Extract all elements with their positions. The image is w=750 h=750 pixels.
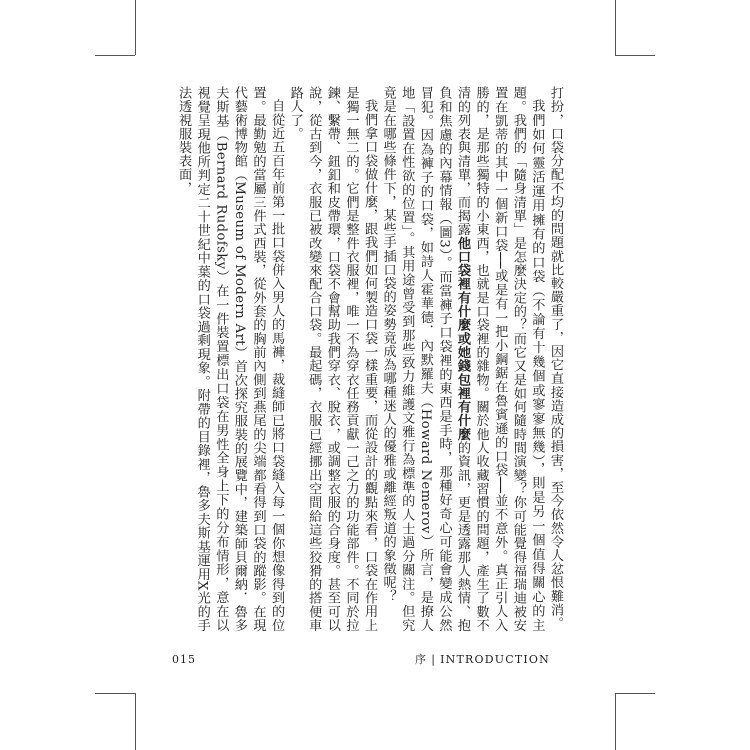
text-run: 我們如何靈活運用擁有的口袋（不論有十幾個或寥寥無幾），則是另一個值得關心的主題。我們的「隨身清單」是怎麼決定的？而它又是如何隨時間演變？你可能覺得福瑞迪被安置在凱蒂的其中一個新口袋──或是有一把小鋼鋸在魯賓遜的口袋──並不意外。真正引人入勝的，是那些獨特的小東西，也就是口袋裡的雜物。關於他人收藏習慣的問題，產生了數不清的列表與清單，而揭露 xyxy=(455,86,545,632)
bold-phrase: 他口袋裡有什麼或她錢包裡有什麼 xyxy=(455,236,471,441)
running-head xyxy=(415,651,550,667)
page-body-text xyxy=(170,86,564,632)
paragraph xyxy=(545,86,564,632)
crop-mark-bottom-left-v xyxy=(135,693,136,750)
crop-mark-top-right-h xyxy=(615,55,655,56)
crop-mark-bottom-left-h xyxy=(95,693,135,694)
chapter-title-en: INTRODUCTION xyxy=(440,653,550,666)
crop-mark-top-left-h xyxy=(95,55,135,56)
text-run: 打扮，口袋分配不均的問題就比較嚴重了，因它直接造成的損害，至今依然令人忿恨難消。 xyxy=(548,86,563,630)
crop-mark-top-left-v xyxy=(135,0,136,55)
text-run: 我們拿口袋做什麼，跟我們如何製造口袋一樣重要，而從設計的觀點來看，口袋在作用上是獨一無二的。它們是整件衣服裡，唯一不為穿衣任務貢獻一己之力的功能部件。不同於拉鍊、繫帶、鈕釦和皮帶環，口袋不會幫助我們穿衣、脫衣，或調整衣服的合身度。甚至可以說，從古到今，衣服已被改變來配合口袋。最起碼，衣服已經挪出空間給這些狡猾的搭便車路人了。 xyxy=(287,86,378,632)
paragraph xyxy=(285,86,378,632)
paragraph xyxy=(378,86,545,632)
text-run: 的資訊，更是透露那人熱情、抱負和焦慮的內幕情報（圖3）。而當褲子口袋裡的東西是手時，那種好奇心可能會變成公然冒犯。因為褲子的口袋，如詩人霍華德．內默羅夫（Howard Nemerov）所言，是撩人地「設置在性欲的位置」。其用途曾受到那些致力維護文雅行為標準的人士過分關注。但究竟是在哪些條件下，某些手插口袋的姿勢竟成為哪種迷人的優雅或離經叛道的象徵呢？ xyxy=(380,86,471,632)
chapter-title: 序 xyxy=(415,653,428,666)
paragraph xyxy=(174,86,286,632)
page-number: 015 xyxy=(172,653,196,666)
crop-mark-bottom-right-v xyxy=(615,693,616,750)
running-head-separator: | xyxy=(431,653,437,666)
crop-mark-top-right-v xyxy=(615,0,616,55)
text-run: 自從近五百年前第一批口袋併入男人的馬褲，裁縫師已將口袋縫入每一個你想像得到的位置。最勤勉的當屬三件式西裝，從外套的胸前內側到燕尾的尖端都看得到口袋的蹤影。在現代藝術博物館（Museum of Modern Art）首次探究服裝的展覽中，建築師貝爾納．魯多夫斯基（Bernard Rudofsky）在一件裝置標出口袋在男性全身上下的分布情形，意在以視覺呈現他所判定二十世紀中葉的口袋過剩現象。附帶的目錄裡，魯多夫斯基運用X光的手法透視服裝表面， xyxy=(176,86,285,632)
crop-mark-bottom-right-h xyxy=(615,693,655,694)
